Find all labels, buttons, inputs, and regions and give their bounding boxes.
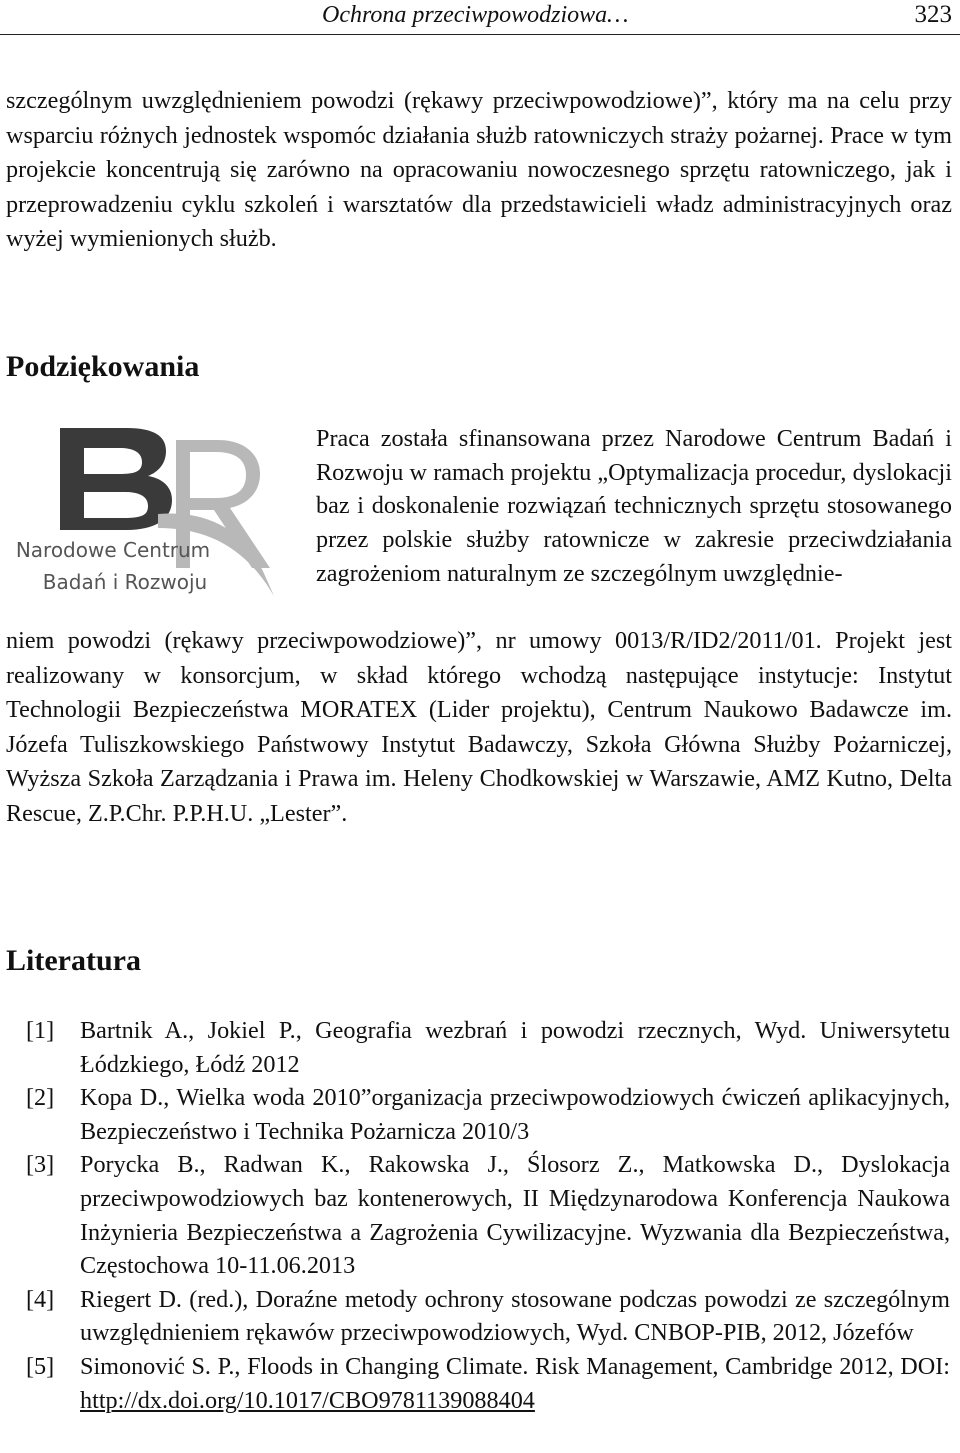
acknowledgements-heading: Podziękowania	[6, 350, 200, 383]
reference-text: Simonović S. P., Floods in Changing Climate. Risk Management, Cambridge 2012, DOI:	[80, 1352, 950, 1380]
intro-paragraph: szczególnym uwzględnieniem powodzi (rękawy przeciwpowodziowe)”, który ma na celu przy wsparciu różnych jednostek wspomóc działania służb ratowniczych straży pożarnej. Prace w tym projekcie koncentrują się zarówno na opracowaniu nowoczesnego sprzętu ratowniczego, jak i przeprowadzeniu cyklu szkoleń i warsztatów dla przedstawicieli władz administracyjnych oraz wyżej wymienionych służb.	[6, 87, 952, 252]
reference-text-with-link	[80, 1350, 950, 1417]
reference-text: Riegert D. (red.), Doraźne metody ochrony stosowane podczas powodzi ze szczególnym uwzględnieniem rękawów przeciwpowodziowych, Wyd. CNBOP-PIB, 2012, Józefów	[80, 1285, 950, 1347]
reference-text: Kopa D., Wielka woda 2010”organizacja przeciwpowodziowych ćwiczeń aplikacyjnych, Bezpieczeństwo i Technika Pożarnicza 2010/3	[80, 1084, 950, 1145]
reference-number: [4]	[26, 1285, 55, 1313]
reference-item	[0, 1081, 960, 1148]
reference-item	[0, 1283, 960, 1350]
logo-line-2: Badań i Rozwoju	[42, 570, 208, 594]
running-header	[0, 0, 960, 35]
reference-item	[0, 1014, 960, 1081]
reference-number: [5]	[26, 1352, 55, 1380]
running-title: Ochrona przeciwpowodziowa…	[322, 2, 629, 28]
acknowledgements-text-continued: niem powodzi (rękawy przeciwpowodziowe)”, nr umowy 0013/R/ID2/2011/01. Projekt jest realizowany w konsorcjum, w skład którego wchodzą następujące instytucje: Instytut Technologii Bezpieczeństwa MORATEX (Lider projektu), Centrum Naukowo Badawcze im. Józefa Tuliszkowskiego Państwowy Instytut Badawczy, Szkoła Główna Służby Pożarniczej, Wyższa Szkoła Zarządzania i Prawa im. Heleny Chodkowskiej w Warszawie, AMZ Kutno, Delta Rescue, Z.P.Chr. P.P.H.U. „Lester”.	[6, 627, 952, 827]
literature-heading: Literatura	[6, 944, 141, 977]
page-number: 323	[914, 1, 952, 28]
logo-line-1: Narodowe Centrum	[15, 538, 211, 562]
reference-text: Bartnik A., Jokiel P., Geografia wezbrań i powodzi rzecznych, Wyd. Uniwersytetu Łódzkiego, Łódź 2012	[80, 1017, 950, 1078]
reference-number: [1]	[26, 1017, 55, 1044]
reference-number: [3]	[26, 1151, 55, 1179]
reference-item	[0, 1350, 960, 1417]
reference-list	[0, 1014, 960, 1417]
ncbr-logo	[8, 418, 298, 628]
doi-link[interactable]: http://dx.doi.org/10.1017/CBO9781139088404	[80, 1386, 535, 1414]
reference-number: [2]	[26, 1084, 55, 1112]
acknowledgements-text-beside-logo: Praca została sfinansowana przez Narodowe Centrum Badań i Rozwoju w ramach projektu „Optymalizacja procedur, dyslokacji baz i doskonalenie rozwiązań technicznych sprzętu stosowanego przez polskie służby ratownicze w zakresie przeciwdziałania zagrożeniom naturalnym ze szczególnym uwzględnie-	[316, 425, 952, 587]
reference-item	[0, 1148, 960, 1282]
reference-text: Porycka B., Radwan K., Rakowska J., Ślosorz Z., Matkowska D., Dyslokacja przeciwpowodziowych baz kontenerowych, II Międzynarodowa Konferencja Naukowa Inżynieria Bezpieczeństwa a Zagrożenia Cywilizacyjne. Wyzwania dla Bezpieczeństwa, Częstochowa 10-11.06.2013	[80, 1151, 950, 1280]
